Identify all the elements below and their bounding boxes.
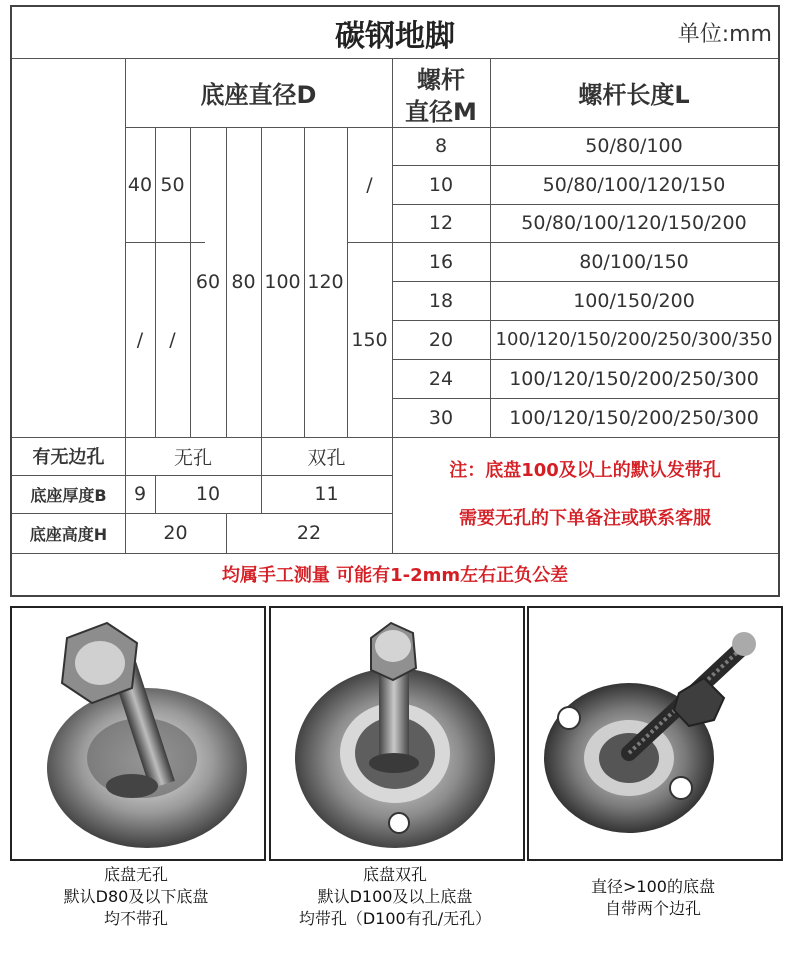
row-m-30: 30 (428, 406, 454, 429)
photo-frame-3 (527, 606, 783, 861)
thickness-label: 底座厚度B (30, 485, 107, 505)
holes-double: 双孔 (307, 446, 346, 469)
row-l-8: 50/80/100 (585, 135, 683, 157)
table-title: 碳钢地脚 (335, 18, 455, 54)
header-rod-length: 螺杆长度L (578, 81, 690, 109)
row-m-16: 16 (428, 250, 454, 273)
thickness-9: 9 (133, 483, 147, 505)
row-l-10: 50/80/100/120/150 (542, 173, 726, 196)
thickness-10: 10 (195, 483, 221, 505)
row-l-30: 100/120/150/200/250/300 (509, 406, 759, 429)
footer-note: 均属手工测量 可能有1-2mm左右正负公差 (221, 565, 569, 586)
header-rod-diameter-line1: 螺杆 (417, 65, 465, 94)
thickness-11: 11 (314, 483, 339, 505)
base-col-150: 150 (351, 328, 388, 351)
note-line-2: 需要无孔的下单备注或联系客服 (459, 508, 711, 529)
caption-1-line-2: 默认D80及以下底盘 (63, 887, 209, 906)
caption-3-line-2: 自带两个边孔 (604, 899, 701, 918)
caption-3 (527, 876, 779, 920)
height-20: 20 (163, 522, 188, 544)
spec-table (10, 5, 780, 597)
row-m-10: 10 (428, 173, 454, 196)
unit-label: 单位:mm (677, 22, 772, 47)
foot-no-hole-photo (12, 608, 260, 855)
caption-2-line-2: 默认D100及以上底盘 (317, 887, 473, 906)
caption-1-line-1: 底盘无孔 (103, 865, 168, 884)
holes-label: 有无边孔 (32, 447, 105, 468)
row-l-12: 50/80/100/120/150/200 (521, 212, 747, 234)
header-base-diameter: 底座直径D (200, 81, 317, 109)
row-l-16: 80/100/150 (579, 250, 689, 273)
height-label: 底座高度H (29, 524, 108, 544)
row-m-12: 12 (428, 212, 454, 234)
note-line-1: 注：底盘100及以上的默认发带孔 (449, 460, 721, 481)
row-m-18: 18 (428, 289, 454, 312)
caption-1-line-3: 均不带孔 (103, 909, 168, 928)
photo-frame-2 (269, 606, 525, 861)
base-col-80: 80 (231, 271, 256, 293)
base-col-40: 40 (127, 173, 153, 196)
foot-two-holes-photo (271, 608, 519, 855)
caption-1 (20, 864, 252, 930)
slash-40: / (136, 328, 144, 351)
row-l-18: 100/150/200 (573, 289, 695, 312)
base-col-120: 120 (307, 271, 344, 293)
foot-large-two-holes-photo (529, 608, 777, 855)
caption-3-line-1: 直径>100的底盘 (591, 877, 715, 896)
slash-50: / (169, 328, 176, 351)
row-l-20: 100/120/150/200/250/300/350 (495, 329, 773, 350)
holes-none: 无孔 (173, 446, 212, 469)
row-m-8: 8 (434, 135, 448, 157)
slash-150: / (366, 173, 373, 196)
photo-frame-1 (10, 606, 266, 861)
row-l-24: 100/120/150/200/250/300 (509, 367, 759, 390)
row-m-24: 24 (428, 367, 454, 390)
base-col-60: 60 (195, 271, 221, 293)
base-col-100: 100 (264, 271, 301, 293)
height-22: 22 (296, 522, 322, 544)
row-m-20: 20 (428, 328, 454, 351)
header-rod-diameter-line2: 直径M (405, 97, 477, 126)
caption-2-line-3: 均带孔（D100有孔/无孔） (298, 909, 492, 928)
base-col-50: 50 (160, 173, 185, 196)
caption-2 (269, 864, 521, 930)
caption-2-line-1: 底盘双孔 (362, 865, 427, 884)
